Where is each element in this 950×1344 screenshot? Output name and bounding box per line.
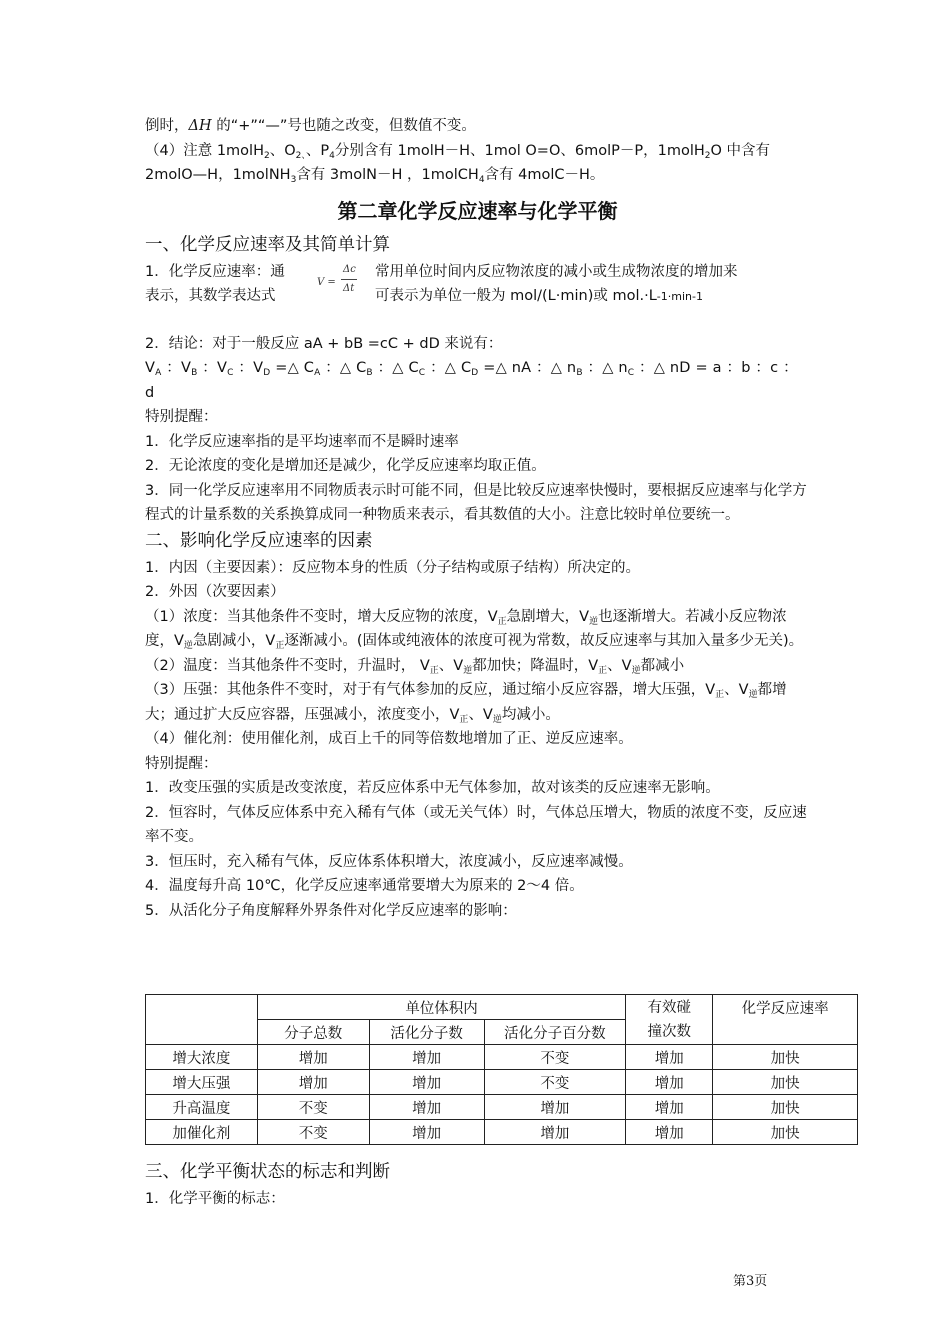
subscript: 正 <box>459 714 469 725</box>
temperature-para <box>145 654 810 679</box>
text: 有效碰 <box>647 999 691 1016</box>
formula-v: V = <box>317 276 336 288</box>
table-header-row <box>146 995 858 1020</box>
header-total-molecules: 分子总数 <box>257 1020 369 1045</box>
text: 也逐渐增大。若减小反应物浓度，V <box>145 608 787 649</box>
section-3-title: 三、化学平衡状态的标志和判断 <box>145 1162 390 1182</box>
text: 、V <box>468 706 493 723</box>
table-row <box>146 1045 858 1070</box>
table-cell: 不变 <box>257 1095 369 1120</box>
text: 分别含有 1molH－H、1mol O=O、6molP－P，1molH <box>334 142 705 159</box>
table-cell: 不变 <box>484 1045 626 1070</box>
text: 可表示为单位一般为 mol/(L·min)或 mol.·L <box>375 288 657 304</box>
text: 常用单位时间内反应物浓度的减小或生成物浓度的增加来 <box>375 263 738 280</box>
table-cell: 增加 <box>369 1070 484 1095</box>
ratio-line: $V_A$ ：$V_B$ ：$V_C$ ：$V_D$ =△ $C_A$ ：△ $C_B$ ：△ $C_C$ ：△ $C_D$ =△ nA ：△ $n_B$ ：△ $n_C$ ：△ nD = a ：b ：c ： <box>145 360 798 378</box>
section-2-title: 二、影响化学反应速率的因素 <box>145 530 373 551</box>
subscript: 逆 <box>748 690 758 700</box>
table-cell: 加快 <box>713 1120 858 1145</box>
remind-2-4: 4．温度每升高 10℃，化学反应速率通常要增大为原来的 2～4 倍。 <box>145 878 584 894</box>
table-cell: 加快 <box>713 1095 858 1120</box>
subscript: 逆 <box>492 714 502 725</box>
remind-title-2: 特别提醒： <box>145 755 218 772</box>
text: 、V <box>438 657 464 674</box>
text: 含有 3molN－H ，1molCH <box>296 167 479 183</box>
text: （2）温度：当其他条件不变时，升温时， V <box>145 657 430 674</box>
text: （3）压强：其他条件不变时，对于有气体参加的反应，通过缩小反应容器，增大压强，V <box>145 682 716 698</box>
table-row <box>146 1070 858 1095</box>
section-1-title: 一、化学反应速率及其简单计算 <box>145 234 390 255</box>
remind-1-3: 3．同一化学反应速率用不同物质表示时可能不同，但是比较反应速率快慢时，要根据反应速率与化学方程式的计量系数的关系换算成同一种物质来表示，看其数值的大小。注意比较时单位要统一。 <box>145 482 807 523</box>
table-cell: 增加 <box>369 1095 484 1120</box>
rate-definition <box>145 260 810 312</box>
header-activated-molecules: 活化分子数 <box>369 1020 484 1045</box>
text: 、O <box>269 142 296 159</box>
subscript: 逆 <box>183 641 193 651</box>
text: 、P <box>305 142 330 159</box>
table-cell: 升高温度 <box>146 1095 258 1120</box>
text: 、V <box>607 657 632 674</box>
equilibrium-item-1: 1．化学平衡的标志： <box>145 1191 285 1207</box>
delta-h: ΔH <box>188 118 212 134</box>
table-cell: 增加 <box>369 1120 484 1145</box>
formula-numerator: Δc <box>343 263 356 275</box>
table-corner <box>146 995 258 1045</box>
top-line-3 <box>145 163 810 188</box>
page-number: 第3页 <box>733 1274 768 1289</box>
text: O 中含有 <box>710 142 771 159</box>
remind-1-2: 2．无论浓度的变化是增加还是减少，化学反应速率均取正值。 <box>145 458 546 474</box>
remind-2-1: 1．改变压强的实质是改变浓度，若反应体系中无气体参加，故对该类的反应速率无影响。 <box>145 780 720 796</box>
text: 表示，其数学表达式 <box>145 288 276 304</box>
rate-left-text <box>145 260 310 309</box>
remind-2-2: 2．恒容时，气体反应体系中充入稀有气体（或无关气体）时，气体总压增大，物质的浓度不变，反应速率不变。 <box>145 804 807 845</box>
table-cell: 不变 <box>257 1120 369 1145</box>
text: 急剧减小，V <box>192 633 276 649</box>
text: 逐渐减小。(固体或纯液体的浓度可视为常数，故反应速率与其加入量多少无关)。 <box>284 633 804 649</box>
table-cell: 增加 <box>626 1070 713 1095</box>
text: 都加快；降温时，V <box>472 657 599 674</box>
table-cell: 增加 <box>369 1045 484 1070</box>
chapter-title: 第二章化学反应速率与化学平衡 <box>337 198 618 223</box>
pressure-para <box>145 678 810 727</box>
table-cell: 增加 <box>484 1120 626 1145</box>
rate-formula <box>317 263 357 303</box>
text: 倒时， <box>145 118 189 134</box>
subscript: 4 <box>478 175 485 185</box>
external-factor: 2．外因（次要因素） <box>145 584 285 600</box>
table-cell: 增加 <box>626 1045 713 1070</box>
subscript: 2 <box>264 150 270 161</box>
table-cell: 增加 <box>257 1070 369 1095</box>
table-cell: 增加 <box>626 1095 713 1120</box>
table-row <box>146 1095 858 1120</box>
fraction-bar <box>341 279 357 280</box>
subscript: 正 <box>715 690 725 700</box>
catalyst-para: （4）催化剂：使用催化剂，成百上千的同等倍数地增加了正、逆反应速率。 <box>145 731 633 747</box>
text: 含有 4molC－H。 <box>484 167 605 183</box>
text: （4）注意 1molH <box>145 142 264 159</box>
header-unit-volume: 单位体积内 <box>257 995 625 1020</box>
text: -1 <box>692 290 703 303</box>
section-3 <box>145 1155 810 1212</box>
text: 1．化学反应速率：通 <box>145 263 285 280</box>
text: 急剧增大，V <box>506 608 590 625</box>
subscript: 2、 <box>295 150 306 161</box>
text: 撞次数 <box>647 1023 691 1040</box>
table-cell: 增加 <box>484 1095 626 1120</box>
subscript: 4 <box>329 150 335 161</box>
text: 都减小 <box>640 657 685 674</box>
text: 、V <box>724 682 749 698</box>
text: 都增大；通过扩大反应容器，压强减小，浓度变小，V <box>145 682 787 723</box>
subscript: 逆 <box>463 665 473 676</box>
subscript: 正 <box>429 665 439 676</box>
top-line-1 <box>145 114 810 139</box>
text: 的“+”“—”号也随之改变，但数值不变。 <box>211 118 476 134</box>
rate-right-text <box>375 260 815 310</box>
ratio-line-end: d <box>145 384 155 401</box>
text: -1 <box>656 290 668 303</box>
table-cell: 不变 <box>484 1070 626 1095</box>
conclusion: 2．结论：对于一般反应 aA + bB =cC + dD 来说有： <box>145 335 503 352</box>
header-activated-percent: 活化分子百分数 <box>484 1020 626 1045</box>
table-row <box>146 1120 858 1145</box>
text: ·min <box>667 290 693 303</box>
subscript: 2 <box>704 150 711 161</box>
internal-factor: 1．内因（主要因素）：反应物本身的性质（分子结构或原子结构）所决定的。 <box>145 559 640 576</box>
document-body <box>145 114 810 923</box>
subscript: 正 <box>598 665 608 676</box>
text: 2molO—H，1molNH <box>145 167 291 183</box>
activation-table <box>145 994 858 1145</box>
subscript: 正 <box>275 641 285 651</box>
subscript: 正 <box>497 616 507 627</box>
table-cell: 增加 <box>626 1120 713 1145</box>
header-reaction-rate: 化学反应速率 <box>713 995 858 1045</box>
subscript: 3 <box>290 175 297 185</box>
subscript: 逆 <box>589 616 599 627</box>
remind-2-3: 3．恒压时，充入稀有气体，反应体系体积增大，浓度减小，反应速率减慢。 <box>145 853 633 870</box>
text: （1）浓度：当其他条件不变时，增大反应物的浓度，V <box>145 608 498 625</box>
table-cell: 增加 <box>257 1045 369 1070</box>
table-cell: 加快 <box>713 1070 858 1095</box>
table-cell: 加快 <box>713 1045 858 1070</box>
spacer <box>145 312 810 332</box>
remind-1-1: 1．化学反应速率指的是平均速率而不是瞬时速率 <box>145 433 459 450</box>
table-cell: 增大浓度 <box>146 1045 258 1070</box>
remind-title-1: 特别提醒： <box>145 409 218 425</box>
header-effective-collisions <box>626 995 713 1045</box>
table-cell: 加催化剂 <box>146 1120 258 1145</box>
remind-2-5: 5．从活化分子角度解释外界条件对化学反应速率的影响： <box>145 902 517 919</box>
concentration-para <box>145 605 810 654</box>
text: 均减小。 <box>501 706 560 723</box>
subscript: 逆 <box>631 665 641 676</box>
table-cell: 增大压强 <box>146 1070 258 1095</box>
top-line-2 <box>145 139 810 164</box>
formula-denominator: Δt <box>343 282 355 294</box>
